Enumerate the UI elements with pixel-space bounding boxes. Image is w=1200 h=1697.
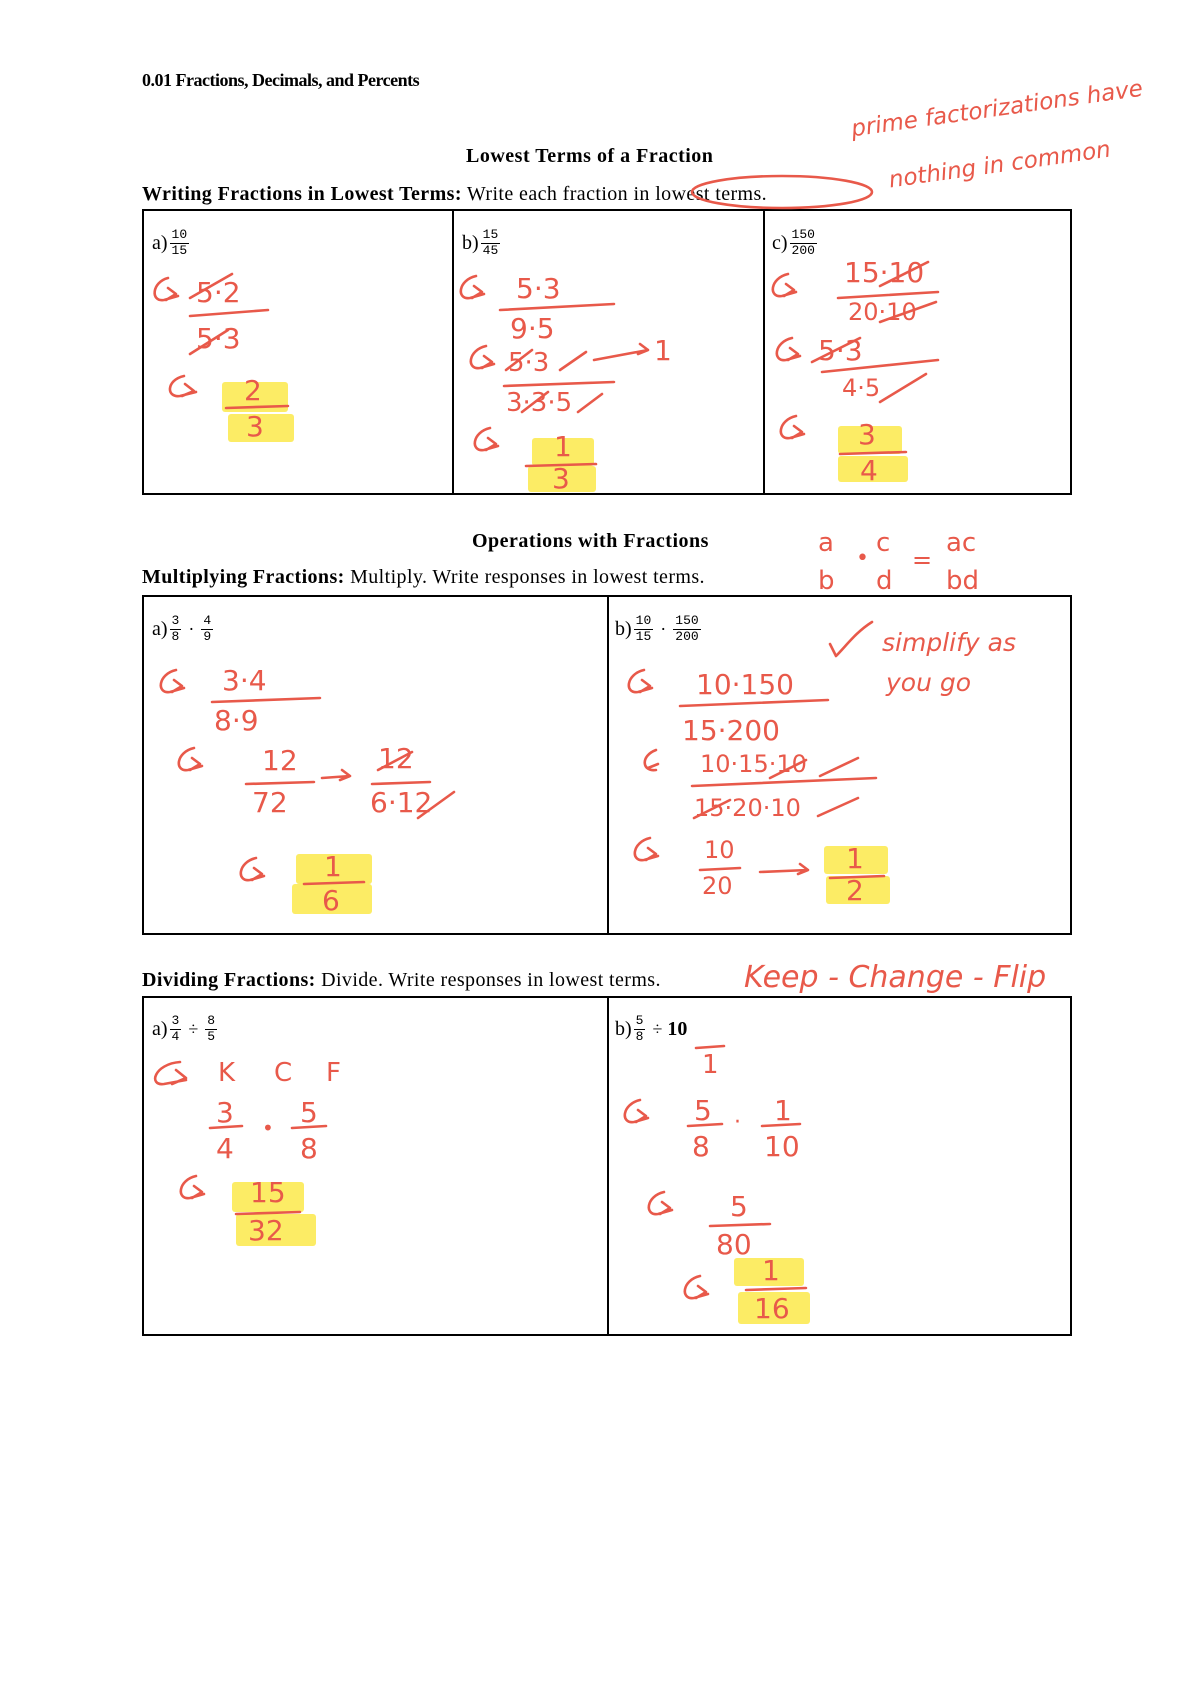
fraction-bar [372, 782, 430, 784]
problem-label: c) [772, 231, 788, 254]
work-lt-a-answer-den: 3 [246, 410, 264, 443]
instruction-text: Write each fraction in lowest terms. [461, 183, 768, 205]
denominator: 45 [482, 242, 499, 258]
arrow-icon [161, 670, 184, 692]
arrow-icon [645, 750, 658, 770]
work-mul-b-step1-num: 10·150 [696, 668, 794, 701]
fraction-bar [190, 310, 268, 316]
work-lt-b-step1-den: 9·5 [510, 312, 555, 345]
check-icon [830, 622, 872, 656]
work-lt-a-step1-num: 5·2 [196, 276, 241, 309]
work-div-a-n1: 3 [216, 1096, 234, 1129]
fraction-bar [246, 782, 314, 784]
work-mul-b-step2-num: 10·15·10 [700, 750, 807, 778]
work-lt-a-answer-num: 2 [244, 374, 262, 407]
work-lt-a-step1-den: 5·3 [196, 322, 241, 355]
work-lt-b-step1-num: 5·3 [516, 272, 561, 305]
fraction-bar [710, 1224, 770, 1226]
work-lt-b-step2-den: 3·3·5 [506, 388, 573, 418]
fraction-bar [746, 1288, 806, 1290]
numerator: 150 [791, 227, 815, 242]
arrow-icon [170, 376, 196, 396]
operator: · [188, 618, 195, 639]
arrow-icon [155, 278, 178, 300]
annotation-simplify-as: simplify as [882, 628, 1016, 657]
cancel-line [578, 394, 602, 412]
numerator: 8 [207, 1013, 216, 1028]
cancel-line [820, 758, 858, 776]
document-header: 0.01 Fractions, Decimals, and Percents [142, 70, 420, 90]
arrow-icon [629, 670, 652, 692]
annotation-nothing-in-common: nothing in common [887, 136, 1113, 194]
numerator: 10 [635, 613, 652, 628]
instruction-bold: Multiplying Fractions: [142, 566, 345, 588]
fraction-bar [696, 1046, 724, 1048]
rule-a: a [818, 528, 834, 558]
annotation-keep-change-flip: Keep - Change - Flip [744, 960, 1047, 995]
annotation-you-go: you go [886, 668, 972, 697]
problem-label: a) [152, 1017, 168, 1040]
numerator: 15 [482, 227, 499, 242]
arrow-icon [475, 428, 498, 450]
work-lt-c-answer-num: 3 [858, 418, 876, 451]
work-div-a-change: C [274, 1058, 293, 1088]
problem-label: a) [152, 617, 168, 640]
work-mul-a-answer-den: 6 [322, 884, 340, 917]
work-mul-a-step2-num: 12 [262, 744, 298, 777]
arrow-icon [635, 838, 658, 860]
arrow-icon [594, 344, 648, 360]
rule-d: d [876, 566, 893, 596]
work-div-b-n2: 1 [774, 1094, 792, 1127]
fraction-bar [212, 698, 320, 702]
section-title-operations: Operations with Fractions [472, 530, 709, 552]
arrow-icon [773, 274, 796, 296]
circle-lowest-terms [692, 176, 872, 208]
arrow-icon [181, 1176, 204, 1198]
work-div-a-keep: K [218, 1058, 236, 1088]
operator: ÷ [652, 1018, 663, 1039]
work-mul-b-step3-den: 20 [702, 872, 733, 900]
operator: · [660, 618, 667, 639]
work-div-b-whole-den: 1 [702, 1050, 719, 1080]
work-mul-b-step3-num: 10 [704, 836, 735, 864]
arrow-icon [155, 1062, 186, 1084]
arrow-icon [322, 770, 350, 780]
work-mul-a-step2b-den: 6·12 [370, 786, 433, 819]
work-mul-a-step1-num: 3·4 [222, 664, 267, 697]
rule-equals: = [912, 546, 933, 574]
work-div-b-d2: 10 [764, 1130, 800, 1163]
work-mul-b-answer-num: 1 [846, 842, 864, 875]
arrow-icon [241, 858, 264, 880]
denominator: 200 [791, 242, 815, 258]
work-lt-c-answer-den: 4 [860, 454, 878, 487]
work-mul-a-answer-num: 1 [324, 850, 342, 883]
cancel-line [818, 798, 858, 816]
work-mul-b-step1-den: 15·200 [682, 714, 780, 747]
numerator: 150 [675, 613, 699, 628]
cancel-line [560, 352, 586, 370]
work-div-a-d2: 8 [300, 1132, 318, 1165]
instruction-bold: Dividing Fractions: [142, 969, 316, 991]
arrow-icon [179, 748, 202, 770]
rule-bd: bd [946, 566, 980, 596]
work-lt-c-step2-num: 5·3 [818, 334, 863, 367]
arrow-icon [685, 1276, 708, 1298]
work-lt-c-step1-num: 15·10 [844, 256, 925, 289]
problem-label: b) [615, 1017, 632, 1040]
arrow-icon [471, 346, 494, 368]
denominator: 5 [207, 1028, 216, 1044]
instruction-text: Divide. Write responses in lowest terms. [315, 969, 661, 991]
numerator: 5 [635, 1013, 644, 1028]
annotation-prime-factorizations: prime factorizations have [849, 75, 1145, 143]
instruction-bold: Writing Fractions in Lowest Terms: [142, 183, 462, 205]
work-div-a-n2: 5 [300, 1096, 318, 1129]
arrow-icon [461, 276, 484, 298]
section-title-lowest-terms: Lowest Terms of a Fraction [466, 145, 714, 167]
rule-ac: ac [946, 528, 977, 558]
arrow-icon [625, 1100, 648, 1122]
fraction-bar [504, 382, 614, 386]
rule-b: b [818, 566, 835, 596]
numerator: 4 [203, 613, 212, 628]
whole-number: 10 [667, 1017, 688, 1040]
work-div-a-answer-den: 32 [248, 1214, 284, 1247]
denominator: 9 [203, 628, 212, 644]
work-lt-b-step2-one: 1 [654, 334, 672, 367]
cancel-line [880, 374, 926, 402]
work-lt-b-answer-den: 3 [552, 462, 570, 495]
work-div-a-d1: 4 [216, 1132, 234, 1165]
work-div-b-answer-num: 1 [762, 1254, 780, 1287]
rule-c: c [876, 528, 891, 558]
problem-label: b) [462, 231, 479, 254]
work-div-b-step2-den: 80 [716, 1228, 752, 1261]
work-lt-b-answer-num: 1 [554, 430, 572, 463]
work-div-b-d1: 8 [692, 1130, 710, 1163]
work-mul-a-step2b-num: 12 [378, 742, 414, 775]
work-div-b-n1: 5 [694, 1094, 712, 1127]
denominator: 8 [635, 1028, 644, 1044]
arrow-icon [781, 416, 804, 438]
work-lt-c-step1-den: 20·10 [848, 298, 917, 326]
work-div-a-flip: F [326, 1058, 341, 1088]
work-lt-b-step2-num: 5·3 [508, 348, 550, 378]
denominator: 200 [675, 628, 699, 644]
work-div-a-dot: • [262, 1116, 274, 1140]
problem-label: a) [152, 231, 168, 254]
arrow-icon [777, 338, 800, 360]
work-mul-a-step2-den: 72 [252, 786, 288, 819]
instruction-text: Multiply. Write responses in lowest terms. [344, 566, 705, 588]
denominator: 15 [635, 628, 652, 644]
work-div-a-answer-num: 15 [250, 1176, 286, 1209]
problem-label: b) [615, 617, 632, 640]
denominator: 4 [171, 1028, 180, 1044]
work-mul-a-step1-den: 8·9 [214, 704, 259, 737]
numerator: 3 [171, 613, 180, 628]
work-div-b-answer-den: 16 [754, 1292, 790, 1325]
work-mul-b-step2-den: 15·20·10 [694, 794, 801, 822]
denominator: 8 [171, 628, 180, 644]
operator: ÷ [188, 1018, 199, 1039]
work-div-b-step2-num: 5 [730, 1190, 748, 1223]
arrow-icon [649, 1192, 672, 1214]
work-div-b-dot: · [734, 1110, 741, 1135]
fraction-bar [700, 868, 740, 870]
denominator: 15 [171, 242, 188, 258]
fraction-bar [692, 778, 876, 786]
arrow-icon [760, 864, 808, 874]
rule-dot: • [856, 546, 869, 571]
numerator: 10 [171, 227, 188, 242]
numerator: 3 [171, 1013, 180, 1028]
work-mul-b-answer-den: 2 [846, 874, 864, 907]
work-lt-c-step2-den: 4·5 [842, 374, 881, 402]
